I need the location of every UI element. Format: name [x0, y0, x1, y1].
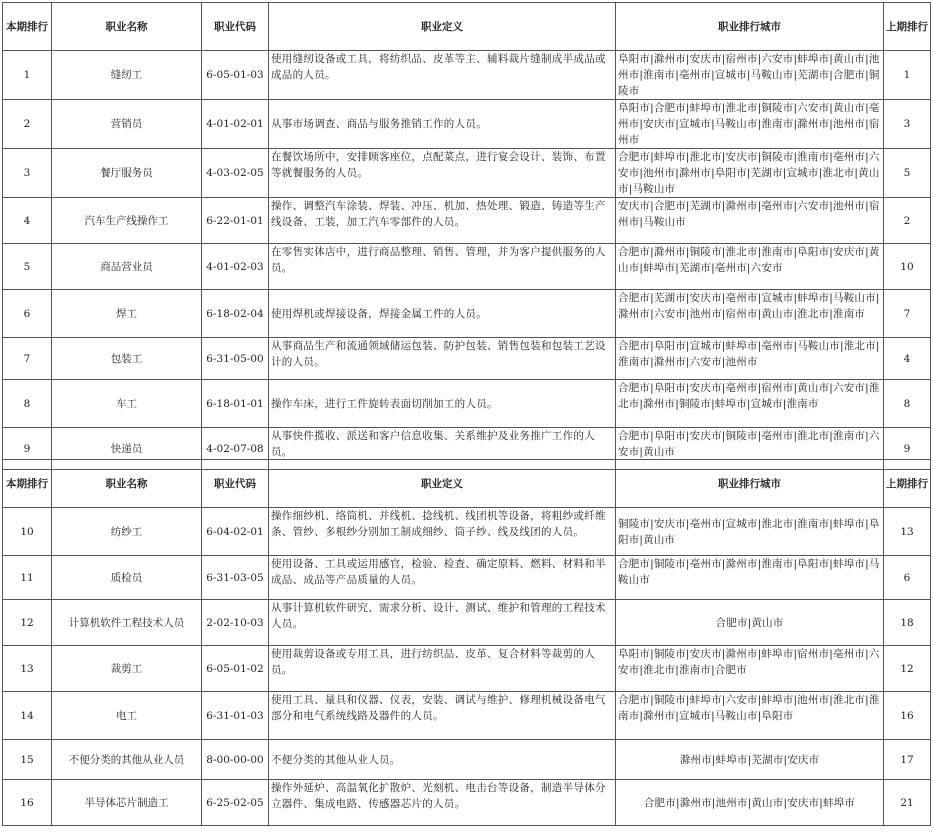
- cities-cell: 合肥市|阜阳市|宣城市|蚌埠市|亳州市|马鞍山市|淮北市|淮南市|滁州市|六安市|池州市: [616, 338, 884, 380]
- rank-cell: 3: [3, 149, 52, 198]
- rank-cell: 10: [3, 508, 52, 556]
- rank-cell: 4: [3, 198, 52, 244]
- name-cell: 商品营业员: [52, 244, 202, 290]
- code-cell: 6-31-05-00: [202, 338, 269, 380]
- name-cell: 车工: [52, 380, 202, 428]
- definition-cell: 使用设备、工具或运用感官，检验、检查、确定原料、燃料、材料和半成品、成品等产品质量的人员。: [269, 556, 616, 600]
- table-row: [3, 508, 931, 556]
- table-row: [3, 646, 931, 692]
- table-row: [3, 290, 931, 338]
- definition-cell: 从事商品生产和流通领域储运包装、防护包装、销售包装和包装工艺设计的人员。: [269, 338, 616, 380]
- prev-cell: 9: [884, 428, 931, 470]
- cities-cell: 合肥市|黄山市: [616, 600, 884, 646]
- header-cities: 职业排行城市: [616, 3, 884, 51]
- prev-cell: 4: [884, 338, 931, 380]
- name-cell: 计算机软件工程技术人员: [52, 600, 202, 646]
- cities-cell: 合肥市|铜陵市|亳州市|滁州市|淮南市|阜阳市|蚌埠市|马鞍山市: [616, 556, 884, 600]
- code-cell: 6-25-02-05: [202, 780, 269, 826]
- cities-cell: 合肥市|铜陵市|蚌埠市|六安市|蚌埠市|池州市|淮北市|淮南市|滁州市|宣城市|马鞍山市|阜阳市: [616, 692, 884, 740]
- header-code: 职业代码: [202, 3, 269, 51]
- rank-cell: 7: [3, 338, 52, 380]
- name-cell: 餐厅服务员: [52, 149, 202, 198]
- definition-cell: 操作、调整汽车涂装、焊装、冲压、机加、热处理、锻造、铸造等生产线设备、工装，加工汽车零部件的人员。: [269, 198, 616, 244]
- name-cell: 纺纱工: [52, 508, 202, 556]
- cities-cell: 安庆市|合肥市|芜湖市|滁州市|亳州市|六安市|池州市|宿州市|马鞍山市: [616, 198, 884, 244]
- name-cell: 半导体芯片制造工: [52, 780, 202, 826]
- table-row: [3, 149, 931, 198]
- cities-cell: 阜阳市|滁州市|安庆市|宿州市|六安市|蚌埠市|黄山市|池州市|淮南市|亳州市|宣城市|马鞍山市|芜湖市|合肥市|铜陵市: [616, 51, 884, 100]
- name-cell: 汽车生产线操作工: [52, 198, 202, 244]
- prev-cell: 2: [884, 198, 931, 244]
- header-definition: 职业定义: [269, 3, 616, 51]
- name-cell: 裁剪工: [52, 646, 202, 692]
- prev-cell: 12: [884, 646, 931, 692]
- code-cell: 6-05-01-02: [202, 646, 269, 692]
- table-header-row: [3, 3, 931, 51]
- cities-cell: 合肥市|阜阳市|安庆市|亳州市|宿州市|黄山市|六安市|淮北市|滁州市|铜陵市|蚌埠市|宣城市|淮南市: [616, 380, 884, 428]
- cities-cell: 合肥市|蚌埠市|淮北市|安庆市|铜陵市|淮南市|亳州市|六安市|池州市|滁州市|阜阳市|芜湖市|宣城市|淮北市|黄山市|马鞍山市: [616, 149, 884, 198]
- ranking-table-2: [2, 459, 931, 826]
- cities-cell: 合肥市|芜湖市|安庆市|亳州市|宣城市|蚌埠市|马鞍山市|滁州市|六安市|池州市|宿州市|黄山市|淮北市|淮南市: [616, 290, 884, 338]
- prev-cell: 18: [884, 600, 931, 646]
- table-row: [3, 692, 931, 740]
- rank-cell: 9: [3, 428, 52, 470]
- definition-cell: 从事市场调查、商品与服务推销工作的人员。: [269, 100, 616, 149]
- table-row: [3, 338, 931, 380]
- header-prev: 上期排行: [884, 3, 931, 51]
- rank-cell: 5: [3, 244, 52, 290]
- cities-cell: 铜陵市|安庆市|亳州市|宣城市|淮北市|淮南市|蚌埠市|阜阳市|黄山市: [616, 508, 884, 556]
- prev-cell: 6: [884, 556, 931, 600]
- header-rank: 本期排行: [3, 3, 52, 51]
- prev-cell: 5: [884, 149, 931, 198]
- table-row: [3, 100, 931, 149]
- table-header-row: [3, 460, 931, 508]
- name-cell: 质检员: [52, 556, 202, 600]
- header-code: 职业代码: [202, 460, 269, 508]
- table-row: [3, 198, 931, 244]
- definition-cell: 使用裁剪设备或专用工具，进行纺织品、皮革、复合材料等裁剪的人员。: [269, 646, 616, 692]
- code-cell: 4-01-02-01: [202, 100, 269, 149]
- definition-cell: 从事快件揽收、派送和客户信息收集、关系维护及业务推广工作的人员。: [269, 428, 616, 470]
- cities-cell: 阜阳市|合肥市|蚌埠市|淮北市|铜陵市|六安市|黄山市|亳州市|安庆市|宣城市|马鞍山市|淮南市|滁州市|池州市|宿州市: [616, 100, 884, 149]
- prev-cell: 16: [884, 692, 931, 740]
- code-cell: 6-18-02-04: [202, 290, 269, 338]
- code-cell: 6-05-01-03: [202, 51, 269, 100]
- code-cell: 4-03-02-05: [202, 149, 269, 198]
- rank-cell: 8: [3, 380, 52, 428]
- header-rank: 本期排行: [3, 460, 52, 508]
- code-cell: 4-02-07-08: [202, 428, 269, 470]
- header-cities: 职业排行城市: [616, 460, 884, 508]
- definition-cell: 操作车床，进行工件旋转表面切削加工的人员。: [269, 380, 616, 428]
- prev-cell: 10: [884, 244, 931, 290]
- definition-cell: 在餐饮场所中，安排顾客座位，点配菜点，进行宴会设计、装饰、布置等就餐服务的人员。: [269, 149, 616, 198]
- prev-cell: 21: [884, 780, 931, 826]
- rank-cell: 16: [3, 780, 52, 826]
- rank-cell: 12: [3, 600, 52, 646]
- prev-cell: 17: [884, 740, 931, 780]
- name-cell: 焊工: [52, 290, 202, 338]
- definition-cell: 从事计算机软件研究、需求分析、设计、测试、维护和管理的工程技术人员。: [269, 600, 616, 646]
- code-cell: 6-04-02-01: [202, 508, 269, 556]
- definition-cell: 使用工具、量具和仪器、仪表，安装、调试与维护、修理机械设备电气部分和电气系统线路及器件的人员。: [269, 692, 616, 740]
- name-cell: 缝纫工: [52, 51, 202, 100]
- name-cell: 快递员: [52, 428, 202, 470]
- rank-cell: 2: [3, 100, 52, 149]
- prev-cell: 13: [884, 508, 931, 556]
- prev-cell: 1: [884, 51, 931, 100]
- definition-cell: 操作外延炉、高温氧化扩散炉、光刻机、电击台等设备，制造半导体分立器件、集成电路、传感器芯片的人员。: [269, 780, 616, 826]
- ranking-table-1: [2, 2, 931, 470]
- definition-cell: 使用焊机或焊接设备，焊接金属工件的人员。: [269, 290, 616, 338]
- definition-cell: 不便分类的其他从业人员。: [269, 740, 616, 780]
- table-row: [3, 556, 931, 600]
- code-cell: 6-31-01-03: [202, 692, 269, 740]
- header-definition: 职业定义: [269, 460, 616, 508]
- definition-cell: 操作细纱机、络筒机、并线机、捻线机、线团机等设备，将粗纱或纤维条、管纱、多根纱分别加工制成细纱、筒子纱、线及线团的人员。: [269, 508, 616, 556]
- cities-cell: 合肥市|滁州市|铜陵市|淮北市|淮南市|阜阳市|安庆市|黄山市|蚌埠市|芜湖市|亳州市|六安市: [616, 244, 884, 290]
- table-row: [3, 740, 931, 780]
- cities-cell: 合肥市|阜阳市|安庆市|铜陵市|亳州市|淮北市|淮南市|六安市|黄山市: [616, 428, 884, 470]
- code-cell: 4-01-02-03: [202, 244, 269, 290]
- code-cell: 2-02-10-03: [202, 600, 269, 646]
- cities-cell: 滁州市|蚌埠市|芜湖市|安庆市: [616, 740, 884, 780]
- rank-cell: 6: [3, 290, 52, 338]
- prev-cell: 3: [884, 100, 931, 149]
- cities-cell: 阜阳市|铜陵市|安庆市|滁州市|蚌埠市|宿州市|亳州市|六安市|淮北市|淮南市|合肥市: [616, 646, 884, 692]
- header-name: 职业名称: [52, 460, 202, 508]
- table-row: [3, 780, 931, 826]
- rank-cell: 13: [3, 646, 52, 692]
- rank-cell: 14: [3, 692, 52, 740]
- prev-cell: 7: [884, 290, 931, 338]
- table-row: [3, 51, 931, 100]
- definition-cell: 在零售实体店中，进行商品整理、销售、管理，并为客户提供服务的人员。: [269, 244, 616, 290]
- header-prev: 上期排行: [884, 460, 931, 508]
- name-cell: 营销员: [52, 100, 202, 149]
- code-cell: 6-31-03-05: [202, 556, 269, 600]
- name-cell: 电工: [52, 692, 202, 740]
- name-cell: 不便分类的其他从业人员: [52, 740, 202, 780]
- header-name: 职业名称: [52, 3, 202, 51]
- rank-cell: 1: [3, 51, 52, 100]
- name-cell: 包装工: [52, 338, 202, 380]
- code-cell: 6-22-01-01: [202, 198, 269, 244]
- table-row: [3, 244, 931, 290]
- rank-cell: 11: [3, 556, 52, 600]
- cities-cell: 合肥市|滁州市|池州市|黄山市|安庆市|蚌埠市: [616, 780, 884, 826]
- code-cell: 8-00-00-00: [202, 740, 269, 780]
- prev-cell: 8: [884, 380, 931, 428]
- definition-cell: 使用缝纫设备或工具，将纺织品、皮革等主、辅料裁片缝制成半成品或成品的人员。: [269, 51, 616, 100]
- code-cell: 6-18-01-01: [202, 380, 269, 428]
- table-row: [3, 600, 931, 646]
- table-row: [3, 380, 931, 428]
- rank-cell: 15: [3, 740, 52, 780]
